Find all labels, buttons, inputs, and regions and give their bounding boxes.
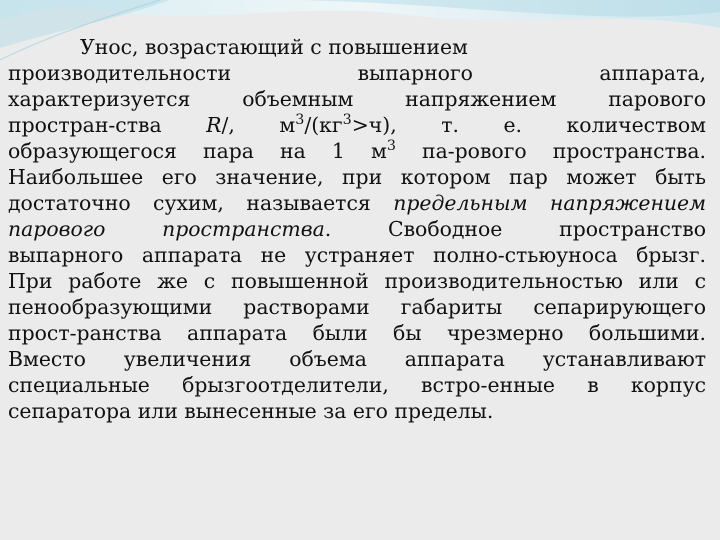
text-line: достаточно сухим, называется предельным напряжением <box>8 191 706 215</box>
text-line: прост-ранства аппарата были бы чрезмерно большими. <box>8 321 706 345</box>
text-line: сепаратора или вынесенные за его пределы. <box>8 399 494 423</box>
text-line: специальные брызгоотделители, встро-енные в корпус <box>8 373 706 397</box>
text-line: характеризуется объемным напряжением парового <box>8 87 706 111</box>
text-line: образующегося пара на 1 $м^3$ па-рового пространства. <box>8 138 706 163</box>
text-line: производительности выпарного аппарата, <box>8 61 706 85</box>
text-line: парового пространства. Свободное пространство <box>8 217 706 241</box>
text-line: Наибольшее его значение, при котором пар может быть <box>8 165 706 189</box>
body-paragraph <box>8 34 706 424</box>
text-line: Вместо увеличения объема аппарата устанавливают <box>8 347 706 371</box>
text-line: При работе же с повышенной производительностью или с <box>8 269 706 293</box>
text-line: выпарного аппарата не устраняет полно-стьюуноса брызг. <box>8 243 706 267</box>
text-line: пенообразующими растворами габариты сепарирующего <box>8 295 706 319</box>
text-line: простран-ства R/, $м^3/(кг^3>ч)$, т. е. количеством <box>8 112 706 137</box>
text-line: Унос, возрастающий с повышением <box>80 35 468 59</box>
